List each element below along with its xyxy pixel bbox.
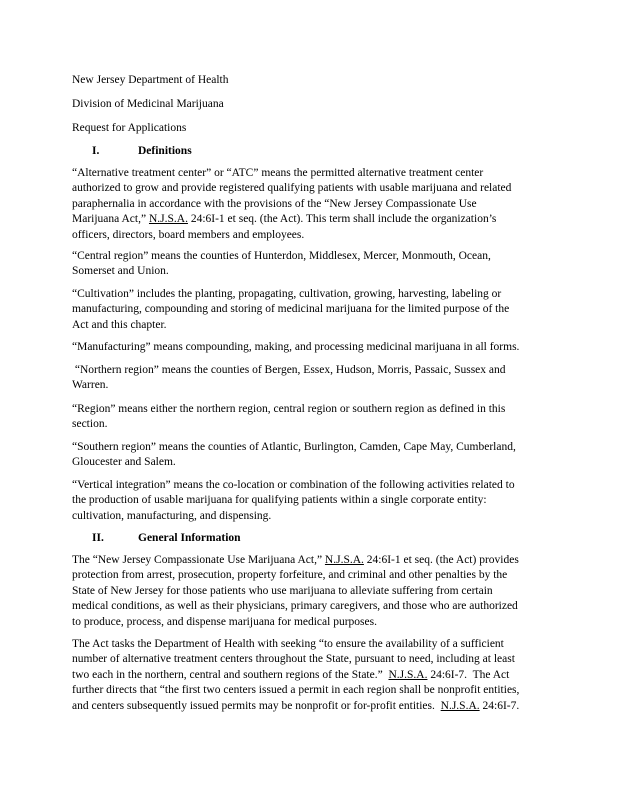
text-line: officers, directors, board members and employees. <box>72 228 305 241</box>
text-line: “Manufacturing” means compounding, making, and processing medicinal marijuana in all forms. <box>72 341 520 353</box>
text-line: protection from arrest, prosecution, property forfeiture, and criminal and other penalties by the <box>72 569 508 582</box>
text-run: Marijuana Act,” <box>72 213 147 226</box>
text-line: Warren. <box>72 379 109 392</box>
definition-region <box>72 402 548 433</box>
text-line: paraphernalia in accordance with the provisions of the “New Jersey Compassionate Use <box>72 197 477 210</box>
text-line: cultivation, manufacturing, and dispensing. <box>72 509 272 522</box>
text-line <box>72 553 548 568</box>
text-run: 24:6I-7. <box>479 699 520 712</box>
section-number: I. <box>92 145 100 157</box>
text-line: “Central region” means the counties of Hunterdon, Middlesex, Mercer, Monmouth, Ocean, <box>72 250 491 262</box>
text-run: 24:6I-1 et seq. (the Act). This term shall include the organization’s <box>187 213 497 226</box>
general-paragraph-department <box>72 637 548 714</box>
text-line <box>72 212 548 227</box>
document-title: Request for Applications <box>72 122 187 134</box>
general-paragraph-act <box>72 553 548 630</box>
definition-central-region <box>72 249 548 280</box>
text-line: authorized to grow and provide registered qualifying patients with usable marijuana and related <box>72 182 512 195</box>
text-line: Somerset and Union. <box>72 265 169 278</box>
text-line: medical conditions, as well as their physicians, primary caregivers, and those who are authorized <box>72 600 518 613</box>
statute-citation: N.J.S.A. <box>324 554 364 566</box>
text-line: Gloucester and Salem. <box>72 456 176 469</box>
text-line: “Northern region” means the counties of Bergen, Essex, Hudson, Morris, Passaic, Sussex and <box>72 364 506 376</box>
text-run: 24:6I-1 et seq. (the Act) provides <box>363 554 519 566</box>
definition-cultivation <box>72 287 548 333</box>
definition-southern-region <box>72 440 548 471</box>
text-run: and centers subsequently issued permits may be nonprofit or for-profit entities. <box>72 699 441 712</box>
section-title: Definitions <box>138 145 192 157</box>
section-heading-general-information <box>72 531 241 546</box>
text-line <box>72 699 548 714</box>
text-line: section. <box>72 418 108 431</box>
text-line <box>72 668 548 683</box>
section-heading-definitions <box>72 144 192 159</box>
text-line: to produce, process, and dispense marijuana for medical purposes. <box>72 615 377 628</box>
definition-manufacturing <box>72 340 548 355</box>
text-line: further directs that “the first two centers issued a permit in each region shall be nonprofit entities, <box>72 684 520 697</box>
text-line: “Southern region” means the counties of Atlantic, Burlington, Camden, Cape May, Cumberland, <box>72 441 516 453</box>
text-run: two each in the northern, central and southern regions of the State.” <box>72 668 389 681</box>
text-run: The “New Jersey Compassionate Use Marijuana Act,” <box>72 554 323 566</box>
text-line: “Alternative treatment center” or “ATC” means the permitted alternative treatment center <box>72 167 484 179</box>
section-title: General Information <box>138 532 241 544</box>
text-line: “Cultivation” includes the planting, propagating, cultivation, growing, harvesting, labeling or <box>72 288 502 300</box>
section-number: II. <box>92 532 104 544</box>
text-line: “Region” means either the northern region, central region or southern region as defined in this <box>72 403 506 415</box>
division-name: Division of Medicinal Marijuana <box>72 98 224 110</box>
statute-citation: N.J.S.A. <box>440 699 480 712</box>
definition-atc <box>72 166 548 243</box>
statute-citation: N.J.S.A. <box>388 668 428 681</box>
text-line: the production of usable marijuana for qualifying patients within a single corporate entity: <box>72 494 487 507</box>
text-line: “Vertical integration” means the co-location or combination of the following activities related to <box>72 479 515 491</box>
text-run: 24:6I-7. The Act <box>427 668 510 681</box>
text-line: State of New Jersey for those patients who use marijuana to alleviate suffering from certain <box>72 584 493 597</box>
text-line: number of alternative treatment centers throughout the State, pursuant to need, including at least <box>72 653 515 666</box>
statute-citation: N.J.S.A. <box>148 213 188 226</box>
department-name: New Jersey Department of Health <box>72 74 229 86</box>
definition-northern-region <box>72 363 548 394</box>
text-line: manufacturing, compounding and storing of medicinal marijuana for the limited purpose of the <box>72 303 510 316</box>
text-line: Act and this chapter. <box>72 318 167 331</box>
text-line: The Act tasks the Department of Health with seeking “to ensure the availability of a sufficient <box>72 638 504 650</box>
definition-vertical-integration <box>72 478 548 524</box>
